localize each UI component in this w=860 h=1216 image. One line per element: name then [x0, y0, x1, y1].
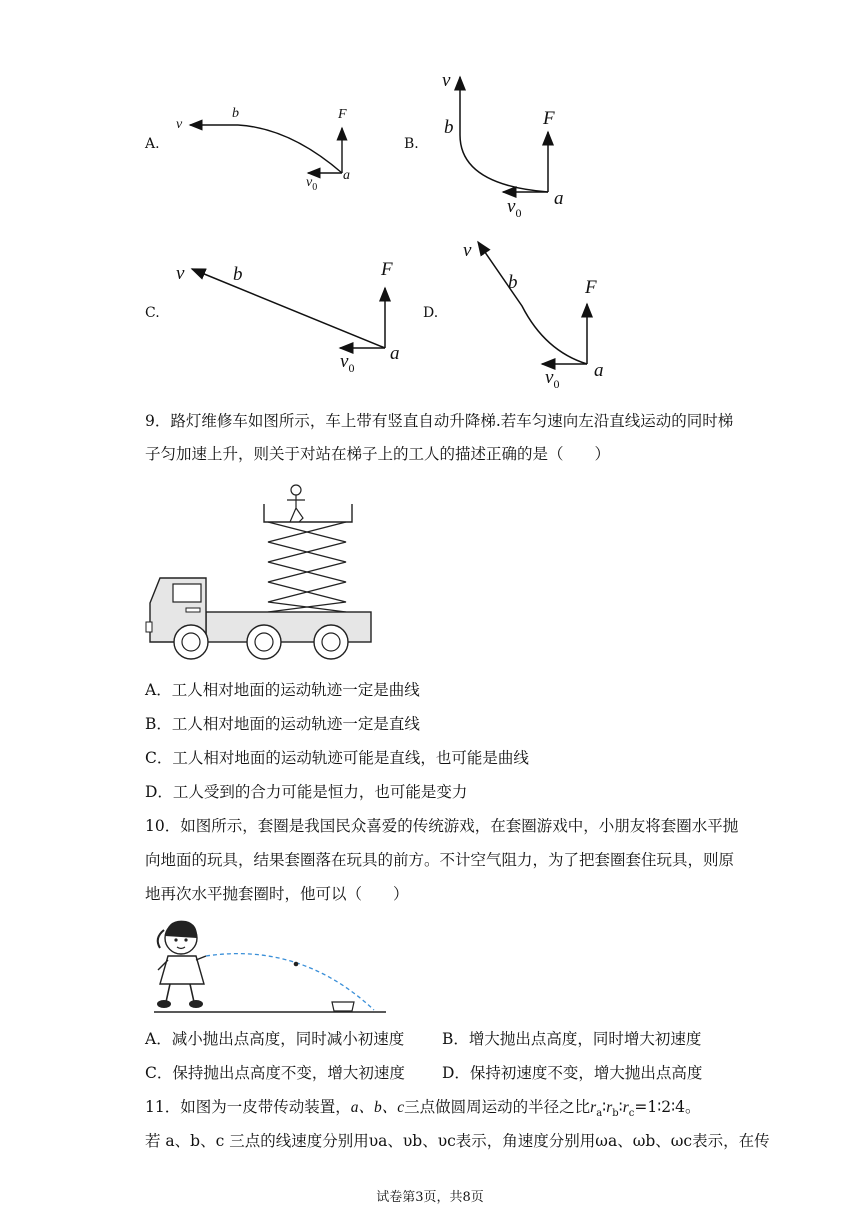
option-c-label: C.	[145, 305, 160, 321]
b-f-label: F	[543, 108, 555, 129]
q10-stem-line2: 向地面的玩具，结果套圈落在玩具的前方。不计空气阻力，为了把套圈套住玩具，则原	[145, 851, 735, 869]
q10-option-a: A．减小抛出点高度，同时减小初速度	[145, 1030, 405, 1048]
a-a-label: a	[343, 168, 350, 183]
b-a-label: a	[554, 188, 564, 209]
b-v-label: v	[442, 70, 451, 91]
option-b-label: B.	[404, 136, 419, 152]
d-v-label: v	[463, 240, 472, 261]
q11-line2: 若 a、b、c 三点的线速度分别用υa、υb、υc表示，角速度分别用ωa、ωb、ωc表示，在传	[145, 1132, 770, 1150]
q9-option-d: D．工人受到的合力可能是恒力，也可能是变力	[145, 783, 468, 801]
q10-stem-line1: 10．如图所示，套圈是我国民众喜爱的传统游戏，在套圈游戏中，小朋友将套圈水平抛	[145, 817, 739, 835]
page-footer: 试卷第3页，共8页	[376, 1190, 484, 1205]
c-v0-label: $v_0$	[340, 351, 355, 375]
q10-stem-line3: 地再次水平抛套圈时，他可以（ ）	[145, 885, 409, 903]
diagram-option-a	[170, 100, 390, 200]
q9-stem-line1: 9．路灯维修车如图所示，车上带有竖直自动升降梯.若车匀速向左沿直线运动的同时梯	[145, 412, 734, 430]
c-v-label: v	[176, 263, 185, 284]
b-b-label: b	[444, 117, 454, 138]
d-a-label: a	[594, 360, 604, 381]
q10-option-d: D．保持初速度不变，增大抛出点高度	[442, 1064, 703, 1082]
option-a-label: A.	[145, 136, 160, 152]
a-v0-label: $v_0$	[306, 175, 318, 193]
ring-toss-illustration	[146, 912, 396, 1017]
c-b-label: b	[233, 264, 243, 285]
q10-option-b: B．增大抛出点高度，同时增大初速度	[442, 1030, 702, 1048]
d-v0-label: $v_0$	[545, 367, 560, 391]
c-f-label: F	[381, 259, 393, 280]
truck-lift-illustration	[146, 478, 386, 663]
d-b-label: b	[508, 272, 518, 293]
a-f-label: F	[338, 107, 347, 122]
d-f-label: F	[585, 277, 597, 298]
q9-option-b: B．工人相对地面的运动轨迹一定是直线	[145, 715, 420, 733]
q9-option-a: A．工人相对地面的运动轨迹一定是曲线	[145, 681, 420, 699]
option-d-label: D.	[423, 305, 439, 321]
diagram-option-d	[470, 236, 620, 376]
q11-line1: 11．如图为一皮带传动装置，a、b、c三点做圆周运动的半径之比$r_a∶r_b∶r_c=1∶2∶4$。	[145, 1098, 701, 1120]
q9-option-c: C．工人相对地面的运动轨迹可能是直线，也可能是曲线	[145, 749, 529, 767]
b-v0-label: $v_0$	[507, 196, 522, 220]
q9-stem-line2: 子匀加速上升，则关于对站在梯子上的工人的描述正确的是（ ）	[145, 445, 611, 463]
a-v-label: v	[176, 117, 183, 132]
a-b-label: b	[232, 106, 239, 121]
c-a-label: a	[390, 343, 400, 364]
q10-option-c: C．保持抛出点高度不变，增大初速度	[145, 1064, 405, 1082]
